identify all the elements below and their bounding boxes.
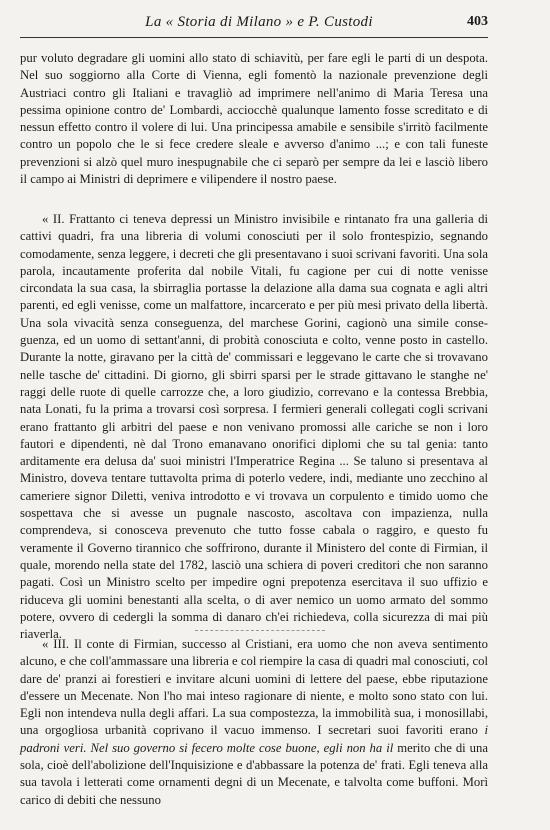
- page-number: 403: [467, 14, 488, 29]
- paragraph-section-iii-text-b: merito che di una sola, cioè dell'abolizione dell'Inquisizione e d'abbassare la potenza de' frati. Egli teneva alla sua tavola i letterati come ornamenti degni di un Mecenate, e talvolta come buffoni. Morì carico di debiti che nessuno: [20, 740, 488, 807]
- page-header: [20, 11, 488, 38]
- paragraph-section-iii: [20, 636, 488, 809]
- paragraph-section-ii: « II. Frattanto ci teneva depressi un Ministro invisibile e rintanato fra una galleria di cattivi quadri, fra una libreria di volumi conosciuti per il solo frontespizio, segnando comodamente, senza leggere, i decreti che gli presentavano i suoi scrivani favoriti. Una sola parola, incautamente proferita dal nobile Vitali, fu cagione per cui di notte venisse circondata la sua casa, la sbirraglia portasse la delazione alla dama sua cognata e agli altri parenti, ed egli venisse, come un malfattore, incarcerato e per più mesi privato della libertà. Una sola vivacità senza conseguenza, del marchese Gorini, cagionò una simile conseguenza, ed un uomo di settant'anni, di probità conosciuta e colto, venne posto in castello. Durante la notte, giravano per la città de' commissari e leggevano le carte che si trovavano nelle tasche de' cittadini. Di giorno, gli sbirri sparsi per le strade gittavano le stanghe ne' raggi delle ruote di quelle carrozze che, a loro giudizio, correvano e la contessa Brebbia, nata Lonati, fu la prima a trovarsi così sorpresa. I fermieri generali collegati cogli scrivani erano frattanto gli arbitri del paese e non venivano promossi alle cariche se non i loro fautori e dipendenti, nè dal Trono emanavano onorifici diplomi che su tal genia: tanto arditamente era delusa da' suoi ministri l'Imperatrice Regina ... Se taluno si presentava al Ministro, doveva tentare tuttavolta prima di poterlo vedere, indi, mediante uno zecchino al cameriere signor Diletti, veniva introdotto e vi trovava un corpulento e timido uomo che sospettava che si avesse un pugnale nascosto, ascoltava con impazienza, nulla comprendeva, si conosceva prevenuto che tutto fosse cabala o raggiro, e questo fu veramente il Governo tirannico che soffrirono, durante il Ministero del conte di Firmian, il quale, morendo nella state del 1782, lasciò una schiera di poveri creditori che non saranno pagati. Così un Ministro scelto per impedire ogni prepotenza esercitava il suo uffizio e riduceva gli uomini benestanti alla scelta, o di aver nemico un uomo armato del sommo potere, ovvero di cedergli la somma di danaro ch'ei richiedeva, colla sicurezza di mai più riaverla.: [20, 212, 488, 642]
- section-divider: [195, 630, 325, 631]
- paragraph-section-iii-text-a: « III. Il conte di Firmian, successo al Cristiani, era uomo che non aveva sentimento alcuno, e che coll'ammassare una libreria e col riempire la casa di quadri mal conosciuti, col dare de' pranzi ai forestieri e invitare alcuni uomini di lettere del paese, ebbe riputazione d'essere un Mecenate. Non l'ho mai inteso ragionare di niente, e molto sono stato con lui. Egli non intendeva nulla degli affari. La sua compostezza, la immobilità sua, i monosillabi, una orgogliosa urbanità coprivano il vacuo immenso. I secretari suoi favoriti erano: [20, 637, 488, 738]
- running-head: La « Storia di Milano » e P. Custodi: [145, 14, 373, 30]
- paragraph-section-iii-italic: i padroni veri. Nel suo governo si fecero molte cose buone, egli non ha il: [20, 723, 488, 755]
- paragraph-continuation: pur voluto degradare gli uomini allo stato di schiavitù, per fare egli le parti di un despota. Nel suo soggiorno alla Corte di Vienna, egli fomentò la nazionale prevenzione degli Austriaci contro gli Italiani e travagliò ad imprimere nell'animo di Maria Teresa una pessima opinione contro de' Lombardi, acciocchè qualunque lamento fosse screditato e di nessun effetto contro il volere di lui. Una principessa amabile e sensibile s'irritò facilmente contro un popolo che le si fece credere sleale e avverso d'animo ...; e con tali funeste prevenzioni si alzò quel muro inespugnabile che ci separò per sempre da lei e lasciò libero il campo ai Ministri di deprimere e vilipendere il nostro paese.: [20, 51, 488, 187]
